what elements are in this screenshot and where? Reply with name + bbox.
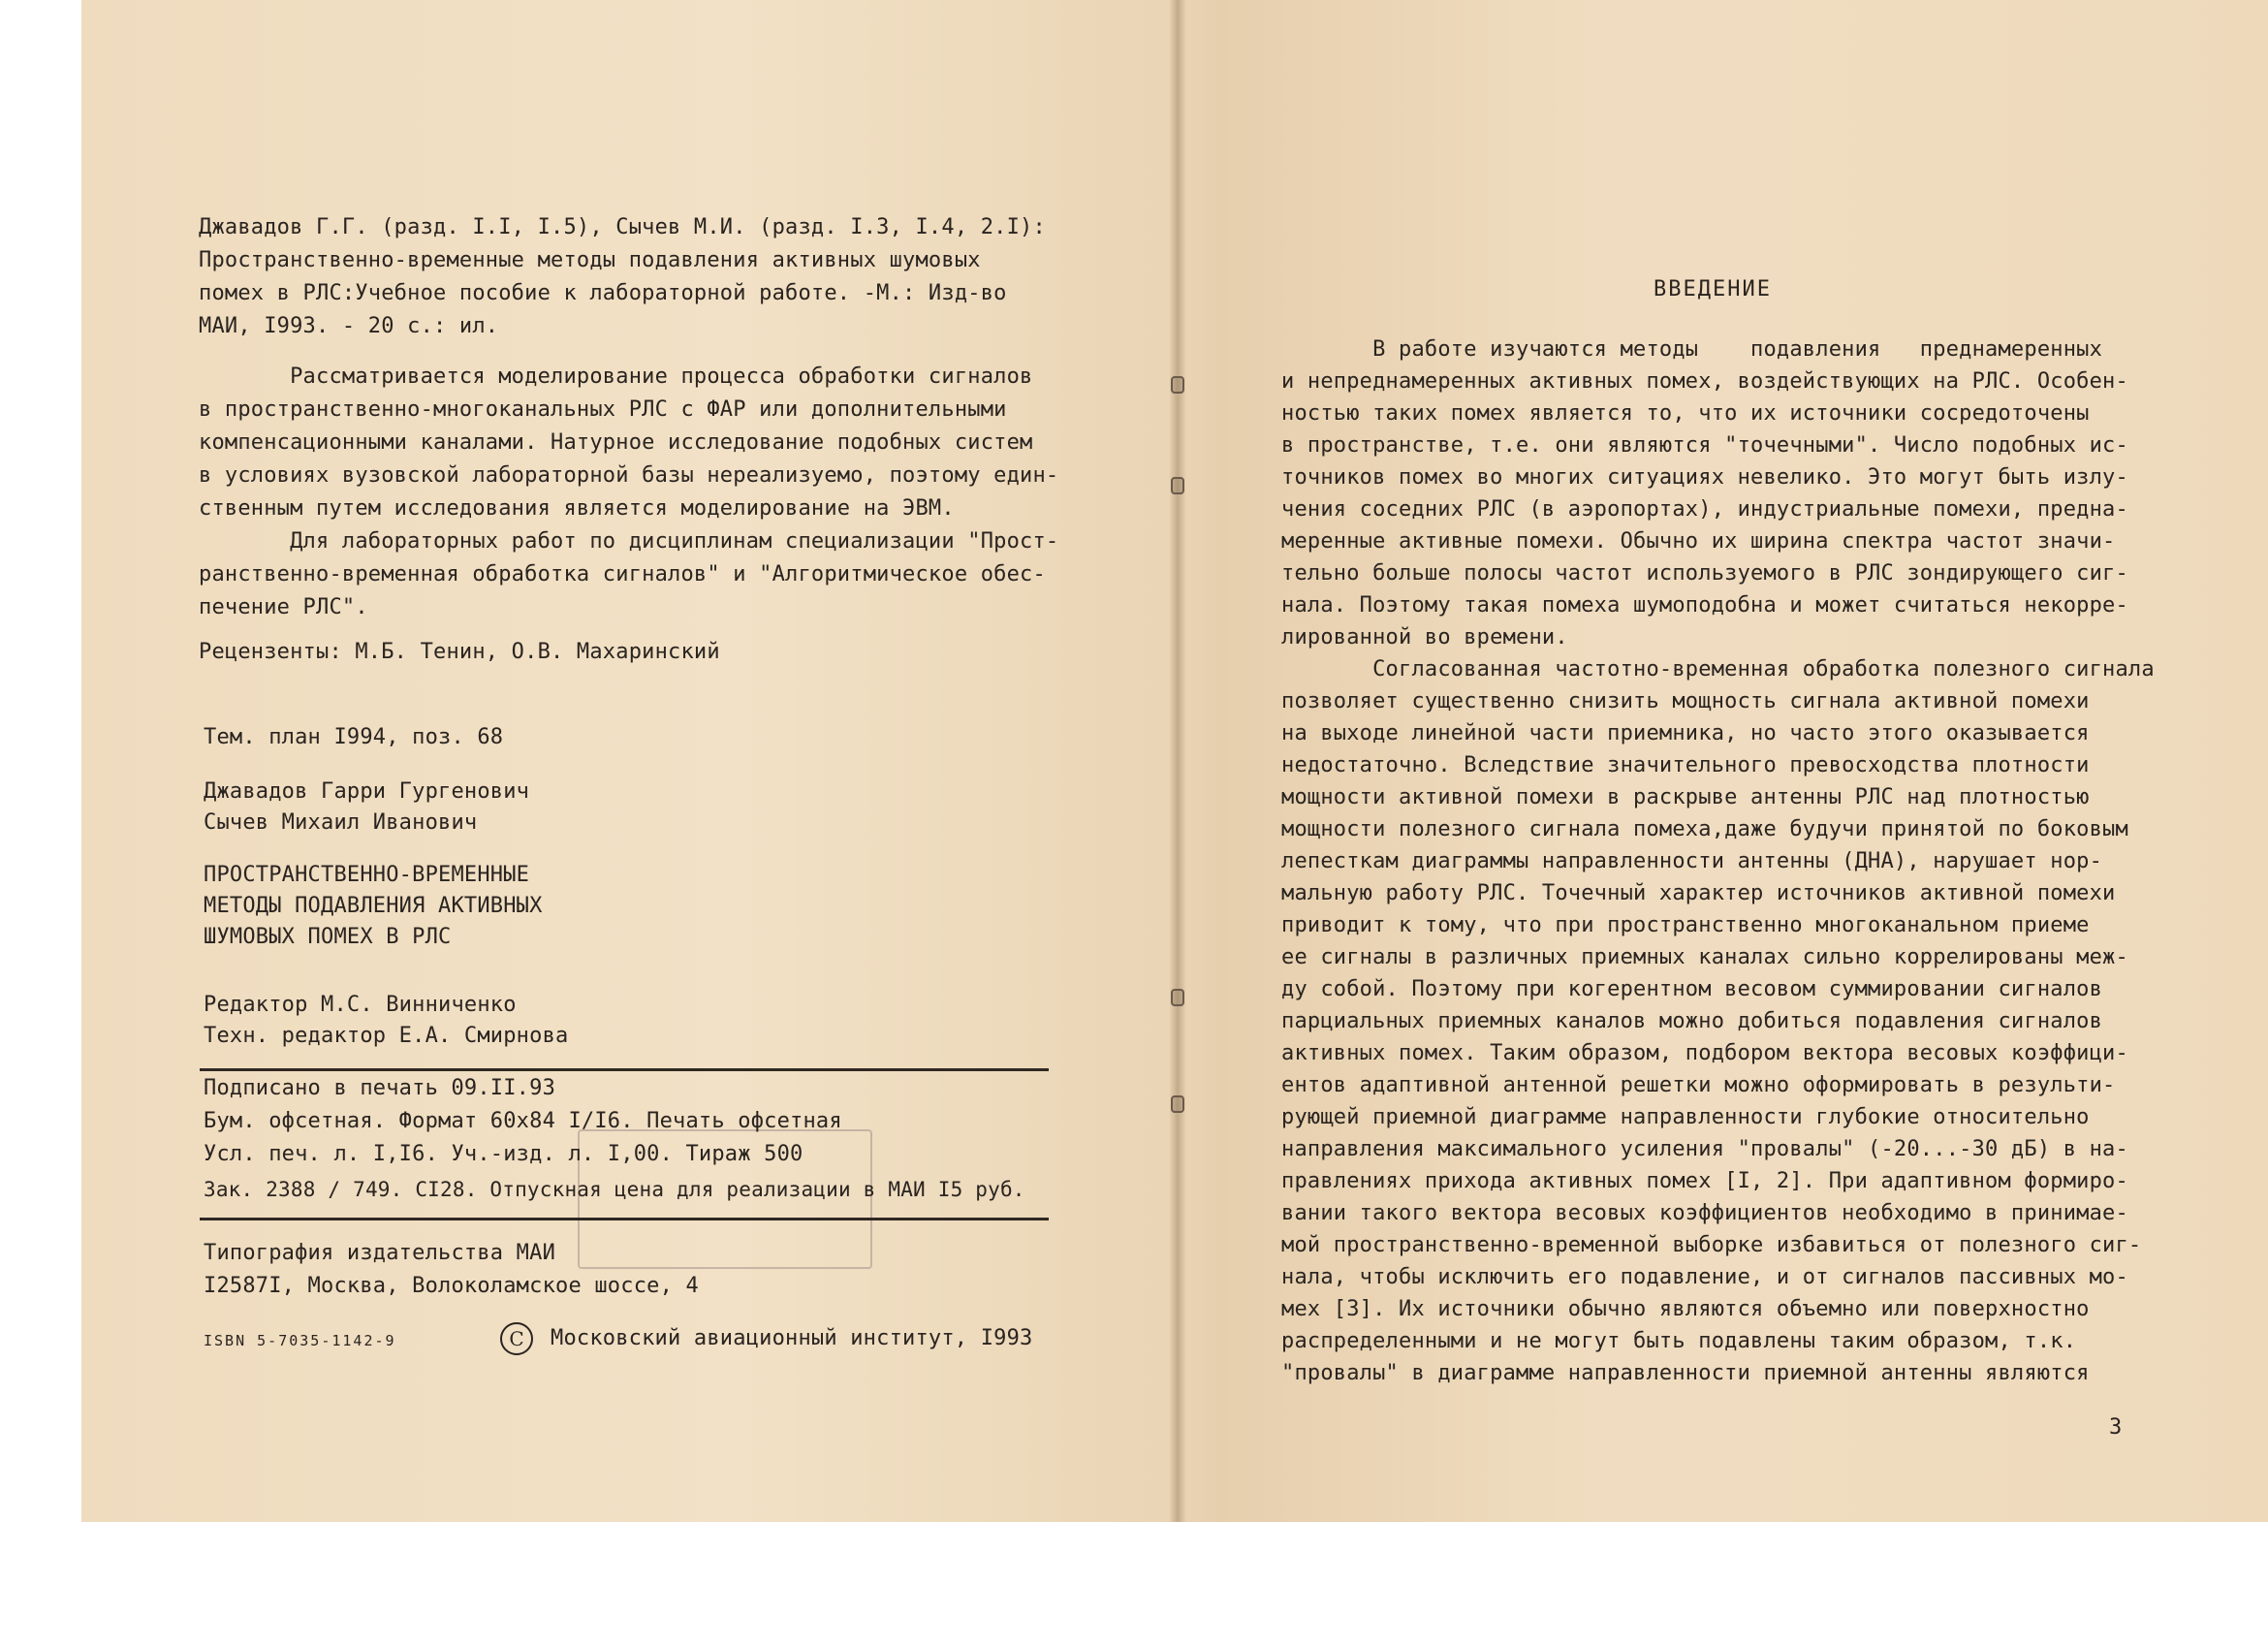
copyright-icon: C — [500, 1322, 533, 1355]
body-line: ее сигналы в различных приемных каналах сильно коррелированы меж- — [1281, 945, 2128, 969]
body-line: рующей приемной диаграмме направленности глубокие относительно — [1281, 1105, 2090, 1129]
body-line: меренные активные помехи. Обычно их ширина спектра частот значи- — [1281, 529, 2116, 554]
body-line: нала. Поэтому такая помеха шумоподобна и может считаться некорре- — [1281, 593, 2128, 618]
body-line: парциальных приемных каналов можно добиться подавления сигналов — [1281, 1009, 2103, 1033]
abstract-line: печение РЛС". — [199, 595, 368, 619]
print-info-line: Подписано в печать 09.II.93 — [204, 1076, 556, 1100]
body-line: распределенными и не могут быть подавлены таким образом, т.к. — [1281, 1329, 2077, 1353]
body-line: В работе изучаются методы подавления преднамеренных — [1281, 337, 2103, 362]
divider — [200, 1218, 1049, 1220]
print-info-line: Зак. 2388 / 749. CI28. Отпускная цена для реализации в МАИ I5 руб. — [204, 1178, 1025, 1201]
tech-editor: Техн. редактор Е.А. Смирнова — [204, 1024, 569, 1048]
body-line: приводит к тому, что при пространственно многоканальном приеме — [1281, 913, 2090, 937]
divider — [200, 1068, 1049, 1071]
body-line: ностью таких помех является то, что их источники сосредоточены — [1281, 401, 2090, 426]
print-info-line: Бум. офсетная. Формат 60x84 I/I6. Печать офсетная — [204, 1109, 842, 1133]
body-line: ду собой. Поэтому при когерентном весовом суммировании сигналов — [1281, 977, 2103, 1001]
copyright-text: Московский авиационный институт, I993 — [551, 1326, 1033, 1350]
body-line: мех [3]. Их источники обычно являются объемно или поверхностно — [1281, 1297, 2090, 1321]
body-line: мощности активной помехи в раскрыве антенны РЛС над плотностью — [1281, 785, 2090, 809]
citation-line: помех в РЛС:Учебное пособие к лабораторной работе. -М.: Изд-во — [199, 281, 1007, 305]
body-line: и непреднамеренных активных помех, воздействующих на РЛС. Особен- — [1281, 369, 2128, 394]
body-line: нала, чтобы исключить его подавление, и от сигналов пассивных мо- — [1281, 1265, 2128, 1289]
abstract-line: компенсационными каналами. Натурное исследование подобных систем — [199, 430, 1033, 455]
page-number: 3 — [2109, 1415, 2123, 1440]
citation-line: Джавадов Г.Г. (разд. I.I, I.5), Сычев М.И. (разд. I.3, I.4, 2.I): — [199, 215, 1046, 239]
staple — [1171, 1095, 1184, 1113]
body-line: тельно больше полосы частот используемого в РЛС зондирующего сиг- — [1281, 561, 2128, 586]
body-line: недостаточно. Вследствие значительного превосходства плотности — [1281, 753, 2090, 777]
author-name: Сычев Михаил Иванович — [204, 810, 478, 835]
abstract-line: ственным путем исследования является моделирование на ЭВМ. — [199, 496, 955, 521]
page-fold — [1169, 0, 1186, 1522]
citation-line: МАИ, I993. - 20 с.: ил. — [199, 314, 499, 338]
body-line: в пространстве, т.е. они являются "точечными". Число подобных ис- — [1281, 433, 2128, 458]
body-line: ентов адаптивной антенной решетки можно оформировать в результи- — [1281, 1073, 2116, 1097]
body-line: мощности полезного сигнала помеха,даже будучи принятой по боковым — [1281, 817, 2128, 841]
abstract-line: в условиях вузовской лабораторной базы нереализуемо, поэтому един- — [199, 463, 1059, 488]
body-line: лепесткам диаграммы направленности антенны (ДНА), нарушает нор- — [1281, 849, 2103, 873]
printing-house: Типография издательства МАИ — [204, 1241, 556, 1265]
printing-address: I2587I, Москва, Волоколамское шоссе, 4 — [204, 1274, 699, 1298]
print-info-line: Усл. печ. л. I,I6. Уч.-изд. л. I,00. Тираж 500 — [204, 1142, 803, 1166]
body-line: лированной во времени. — [1281, 625, 1568, 650]
thematic-plan: Тем. план I994, поз. 68 — [204, 725, 504, 749]
book-title-line: МЕТОДЫ ПОДАВЛЕНИЯ АКТИВНЫХ — [204, 894, 543, 918]
body-line: активных помех. Таким образом, подбором вектора весовых коэффици- — [1281, 1041, 2128, 1065]
body-line: точников помех во многих ситуациях невелико. Это могут быть излу- — [1281, 465, 2128, 490]
body-line: позволяет существенно снизить мощность сигнала активной помехи — [1281, 689, 2090, 713]
staple — [1171, 477, 1184, 494]
body-line: чения соседних РЛС (в аэропортах), индустриальные помехи, предна- — [1281, 497, 2128, 522]
abstract-line: Рассматривается моделирование процесса обработки сигналов — [199, 364, 1033, 389]
abstract-line: в пространственно-многоканальных РЛС с ФАР или дополнительными — [199, 397, 1007, 422]
abstract-line: Для лабораторных работ по дисциплинам специализации "Прост- — [199, 529, 1059, 554]
body-line: Согласованная частотно-временная обработка полезного сигнала — [1281, 657, 2155, 681]
section-heading: ВВЕДЕНИЕ — [1654, 277, 1772, 301]
abstract-line: ранственно-временная обработка сигналов" и "Алгоритмическое обес- — [199, 562, 1046, 586]
book-title-line: ПРОСТРАНСТВЕННО-ВРЕМЕННЫЕ — [204, 863, 530, 887]
staple — [1171, 989, 1184, 1006]
body-line: правлениях прихода активных помех [I, 2]. При адаптивном формиро- — [1281, 1169, 2128, 1193]
body-line: на выходе линейной части приемника, но часто этого оказывается — [1281, 721, 2090, 745]
reviewers: Рецензенты: М.Б. Тенин, О.В. Махаринский — [199, 640, 720, 664]
author-name: Джавадов Гарри Гургенович — [204, 779, 530, 804]
body-line: мальную работу РЛС. Точечный характер источников активной помехи — [1281, 881, 2116, 905]
editor: Редактор М.С. Винниченко — [204, 993, 517, 1017]
body-line: "провалы" в диаграмме направленности приемной антенны являются — [1281, 1361, 2090, 1385]
body-line: вании такого вектора весовых коэффициентов необходимо в принимае- — [1281, 1201, 2128, 1225]
body-line: мой пространственно-временной выборке избавиться от полезного сиг- — [1281, 1233, 2142, 1257]
staple — [1171, 376, 1184, 394]
citation-line: Пространственно-временные методы подавления активных шумовых — [199, 248, 981, 272]
isbn: ISBN 5-7035-1142-9 — [204, 1332, 396, 1349]
book-title-line: ШУМОВЫХ ПОМЕХ В РЛС — [204, 925, 452, 949]
body-line: направления максимального усиления "провалы" (-20...-30 дБ) в на- — [1281, 1137, 2128, 1161]
